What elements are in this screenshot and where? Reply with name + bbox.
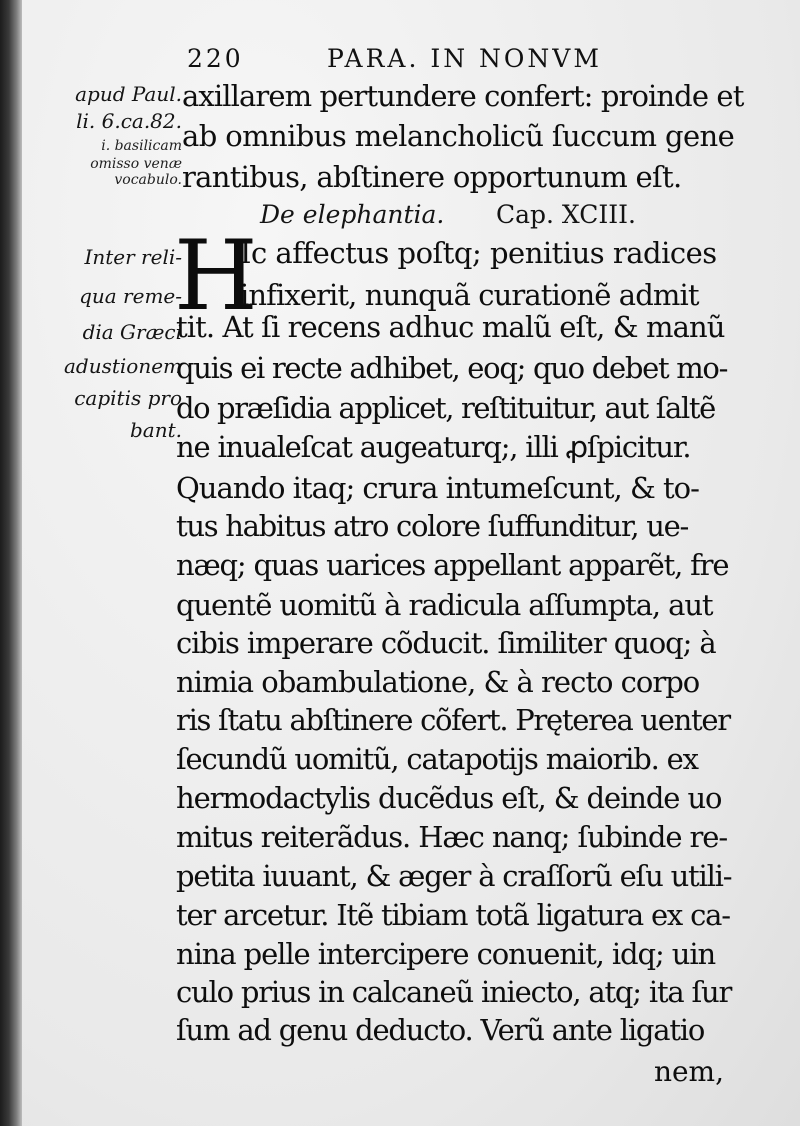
text-line: ab omnibus melancholicũ ſuccum gene [182, 119, 735, 153]
text-line: næq; quas uarices appellant apparẽt, fre [176, 548, 729, 582]
chapter-number: Cap. XCIII. [496, 200, 636, 229]
text-line: nimia obambulatione, & à recto corpo [176, 665, 700, 699]
text-line: ter arcetur. Itẽ tibiam totã ligatura ex ca- [176, 898, 730, 932]
text-line: infixerit, nunquã curationẽ admit [240, 278, 699, 312]
drop-cap: H [174, 220, 258, 332]
handwritten-note: vocabulo. [114, 172, 182, 188]
page-paper [22, 0, 800, 1126]
text-line: hermodactylis ducẽdus eſt, & deinde uo [176, 781, 722, 815]
binding-gutter [0, 0, 22, 1126]
margin-note: qua reme- [79, 284, 182, 308]
text-line: tus habitus atro colore ſuffunditur, ue- [176, 509, 688, 543]
text-line: rantibus, abſtinere opportunum eſt. [182, 160, 682, 194]
page-number: 220 [187, 44, 244, 73]
margin-note: capitis pro [74, 386, 182, 410]
text-line: mitus reiterãdus. Hæc nanq; ſubinde re- [176, 820, 728, 854]
text-line: quis ei recte adhibet, eoq; quo debet mo- [176, 351, 728, 385]
margin-note: adustionem [63, 354, 182, 378]
margin-note: li. 6.ca.82. [76, 109, 182, 133]
running-title: PARA. IN NONVM [327, 44, 602, 73]
text-line: ris ſtatu abſtinere cõfert. Pręterea uenter [176, 703, 730, 737]
handwritten-note: i. basilicam [101, 138, 182, 154]
marginalia [22, 0, 182, 1126]
running-head [187, 44, 727, 84]
text-line: axillarem pertundere confert: proinde et [182, 79, 744, 113]
margin-note: Inter reli- [84, 245, 182, 269]
margin-note: bant. [129, 418, 182, 442]
chapter-title: De elephantia. [260, 200, 445, 229]
handwritten-note: omisso venæ [90, 156, 182, 172]
text-line: Ic affectus poſtq; penitius radices [240, 236, 717, 270]
text-line: Quando itaq; crura intumeſcunt, & to- [176, 471, 699, 505]
text-line: ne inualeſcat augeaturq;, illi ꝓſpicitur. [176, 430, 691, 464]
text-line: cibis imperare cõducit. ſimiliter quoq; à [176, 626, 716, 660]
text-line: ſecundũ uomitũ, catapotijs maiorib. ex [176, 742, 698, 776]
text-line: culo prius in calcaneũ iniecto, atq; ita ſur [176, 975, 732, 1009]
text-line: ſum ad genu deducto. Verũ ante ligatio [176, 1013, 705, 1047]
text-line: petita iuuant, & æger à craſſorũ eſu utili- [176, 859, 732, 893]
text-line: nina pelle intercipere conuenit, idq; uin [176, 937, 716, 971]
text-line: quentẽ uomitũ à radicula aſſumpta, aut [176, 588, 713, 622]
catchword: nem, [653, 1055, 724, 1088]
margin-note: dia Græci [82, 320, 182, 344]
text-line: tit. At ſi recens adhuc malũ eſt, & manũ [176, 310, 725, 344]
text-line: do præſidia applicet, reſtituitur, aut ſaltẽ [176, 391, 715, 425]
margin-note: apud Paul. [75, 82, 182, 106]
